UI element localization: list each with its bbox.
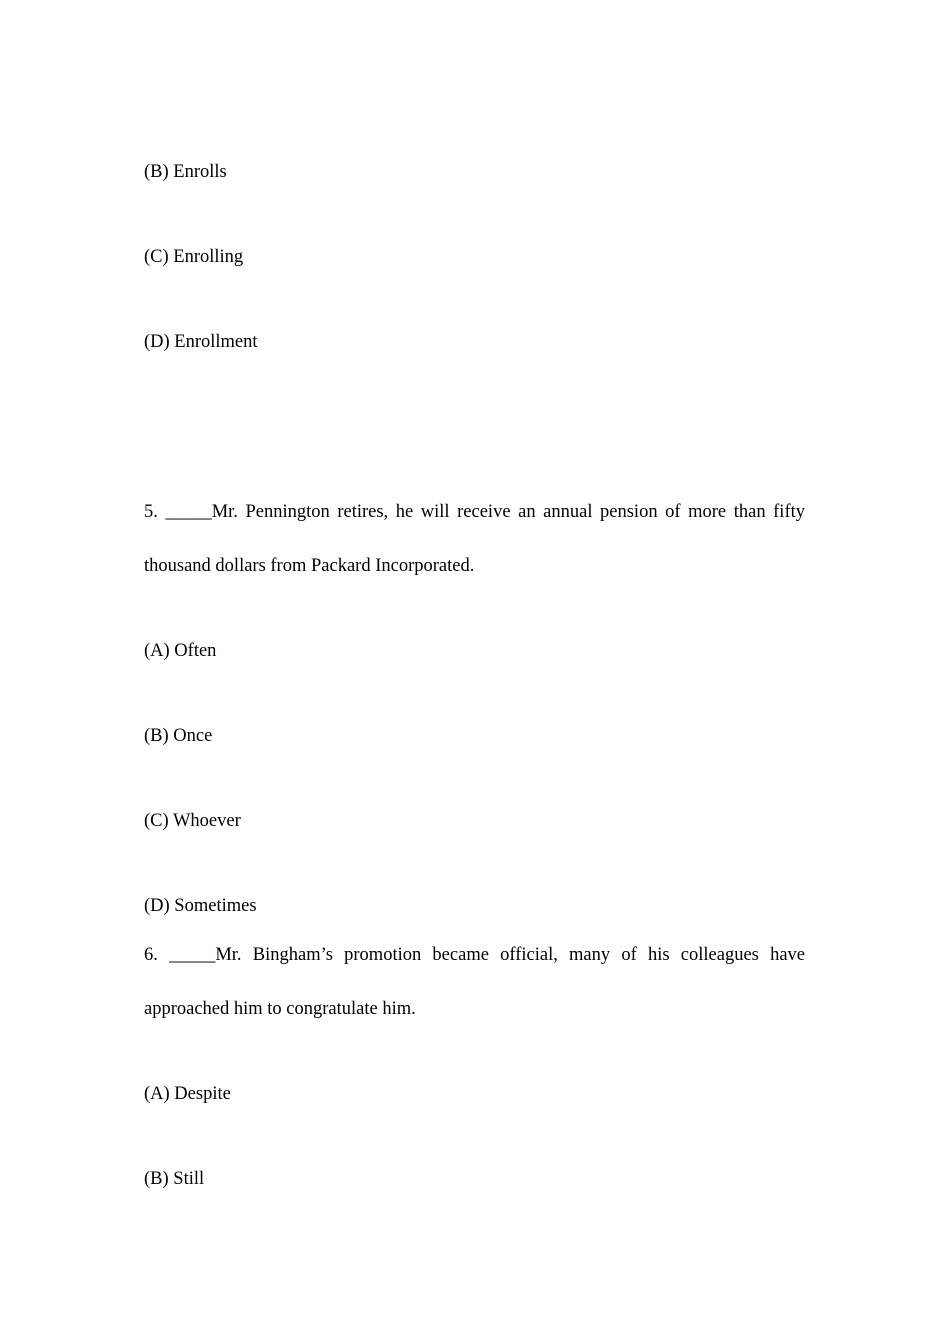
q6-stem-line-1: 6. _____Mr. Bingham’s promotion became official, many of his colleagues have (144, 945, 805, 965)
q5-option-b: (B) Once (144, 726, 213, 746)
q4-option-d: (D) Enrollment (144, 332, 258, 352)
q5-stem-line-1: 5. _____Mr. Pennington retires, he will receive an annual pension of more than fifty (144, 502, 805, 522)
q5-option-a: (A) Often (144, 641, 217, 661)
q5-stem-line-2: thousand dollars from Packard Incorporated. (144, 556, 475, 576)
q6-option-b: (B) Still (144, 1169, 205, 1189)
q6-stem-line-2: approached him to congratulate him. (144, 999, 416, 1019)
q4-option-c: (C) Enrolling (144, 247, 244, 267)
q5-option-d: (D) Sometimes (144, 896, 257, 916)
q6-option-a: (A) Despite (144, 1084, 231, 1104)
q5-option-c: (C) Whoever (144, 811, 241, 831)
q4-option-b: (B) Enrolls (144, 162, 227, 182)
